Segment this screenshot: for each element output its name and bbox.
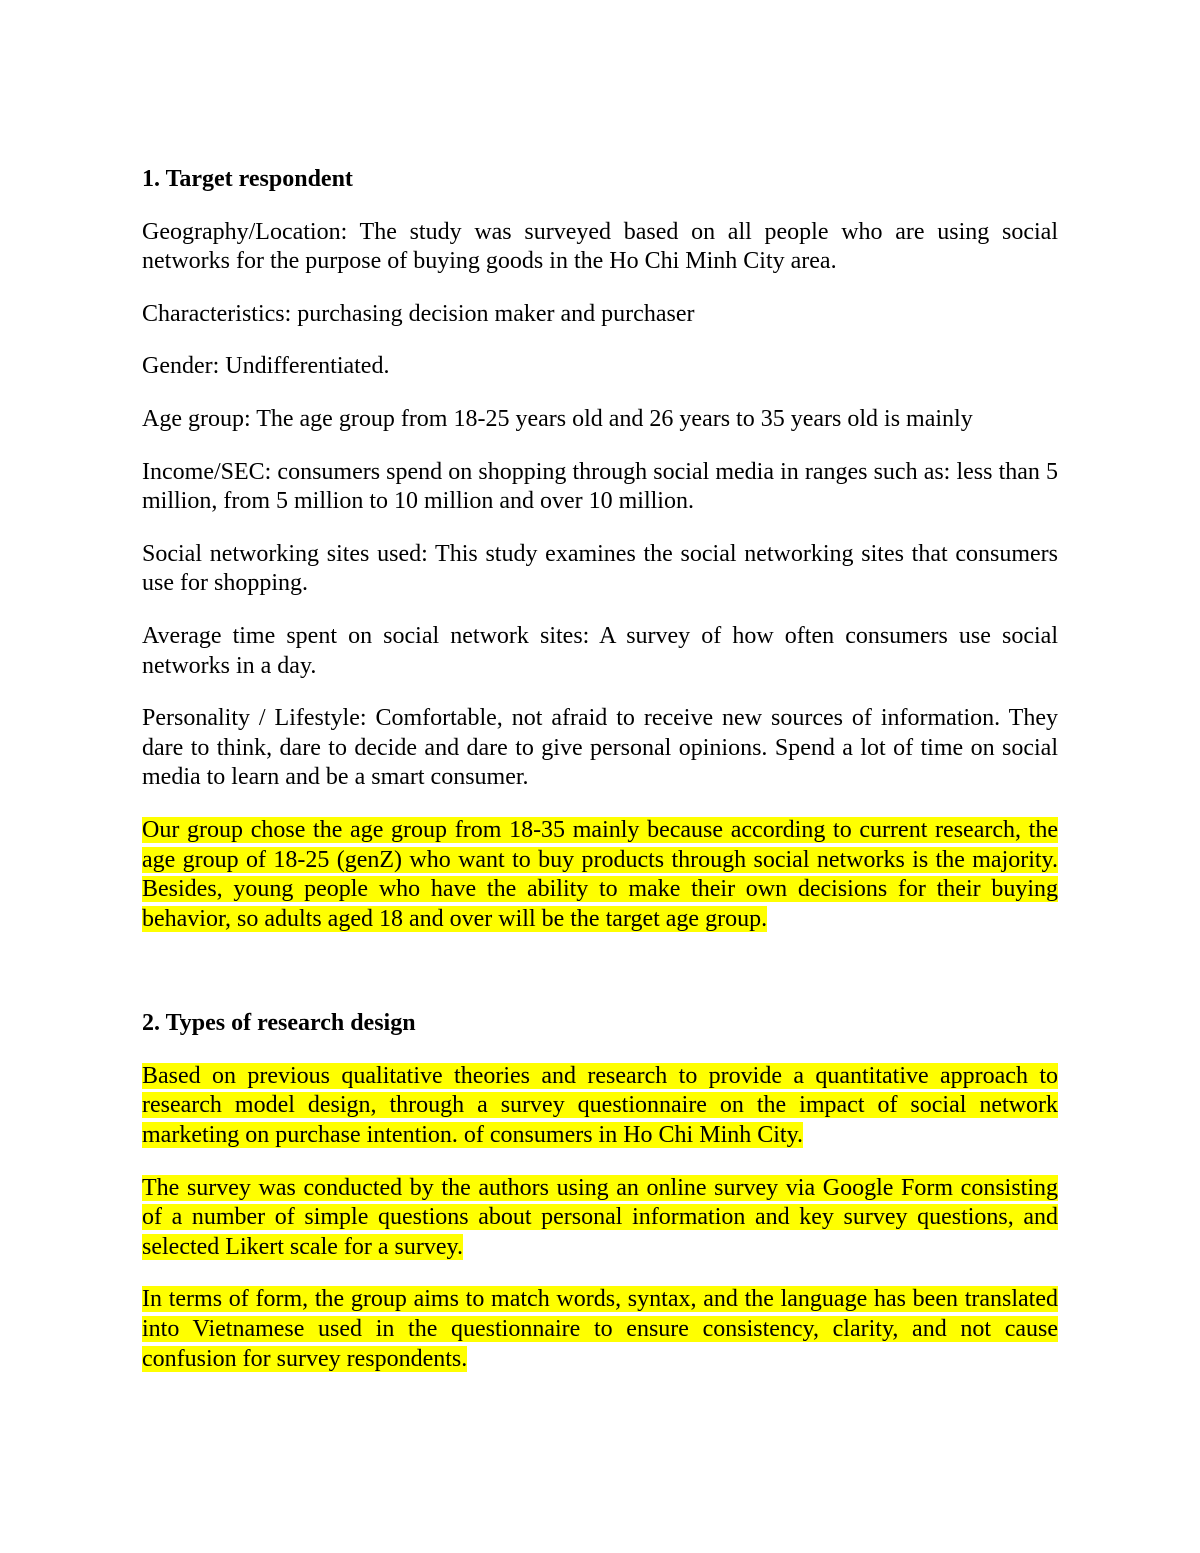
highlighted-text: Our group chose the age group from 18-35 mainly because according to current research, the age group of 18-25 (genZ) who want to buy products through social networks is the majority. Besides, young people who have the ability to make their own decisions for their buying behavior, so adults aged 18 and over will be the target age group. [142,816,1058,932]
highlighted-text: In terms of form, the group aims to match words, syntax, and the language has been translated into Vietnamese used in the questionnaire to ensure consistency, clarity, and not cause confusion for survey respondents. [142,1286,1058,1372]
paragraph-personality: Personality / Lifestyle: Comfortable, not afraid to receive new sources of information. They dare to think, dare to decide and dare to give personal opinions. Spend a lot of time on social media to learn and be a smart consumer. [142,705,1058,791]
paragraph-income: Income/SEC: consumers spend on shopping through social media in ranges such as: less than 5 million, from 5 million to 10 million and over 10 million. [142,458,1058,515]
paragraph-approach-highlighted [142,1062,1058,1151]
section-heading-target-respondent: 1. Target respondent [142,166,353,192]
paragraph-average-time: Average time spent on social network sites: A survey of how often consumers use social networks in a day. [142,622,1058,679]
paragraph-rationale-highlighted [142,816,1058,934]
paragraph-characteristics: Characteristics: purchasing decision maker and purchaser [142,300,695,327]
paragraph-social-sites: Social networking sites used: This study examines the social networking sites that consumers use for shopping. [142,540,1058,597]
section-heading-research-design: 2. Types of research design [142,1010,416,1037]
document-body [142,165,1058,1397]
highlighted-text: The survey was conducted by the authors using an online survey via Google Form consisting of a number of simple questions about personal information and key survey questions, and selected Likert scale for a survey. [142,1174,1058,1260]
paragraph-survey-highlighted [142,1174,1058,1263]
paragraph-age-group: Age group: The age group from 18-25 years old and 26 years to 35 years old is mainly [142,405,973,432]
highlighted-text: Based on previous qualitative theories and research to provide a quantitative approach to research model design, through a survey questionnaire on the impact of social network marketing on purchase intention. of consumers in Ho Chi Minh City. [142,1062,1058,1149]
section-spacer [142,957,1058,1009]
paragraph-gender: Gender: Undifferentiated. [142,353,390,380]
paragraph-geography: Geography/Location: The study was surveyed based on all people who are using social networks for the purpose of buying goods in the Ho Chi Minh City area. [142,218,1058,275]
paragraph-form-highlighted [142,1285,1058,1374]
